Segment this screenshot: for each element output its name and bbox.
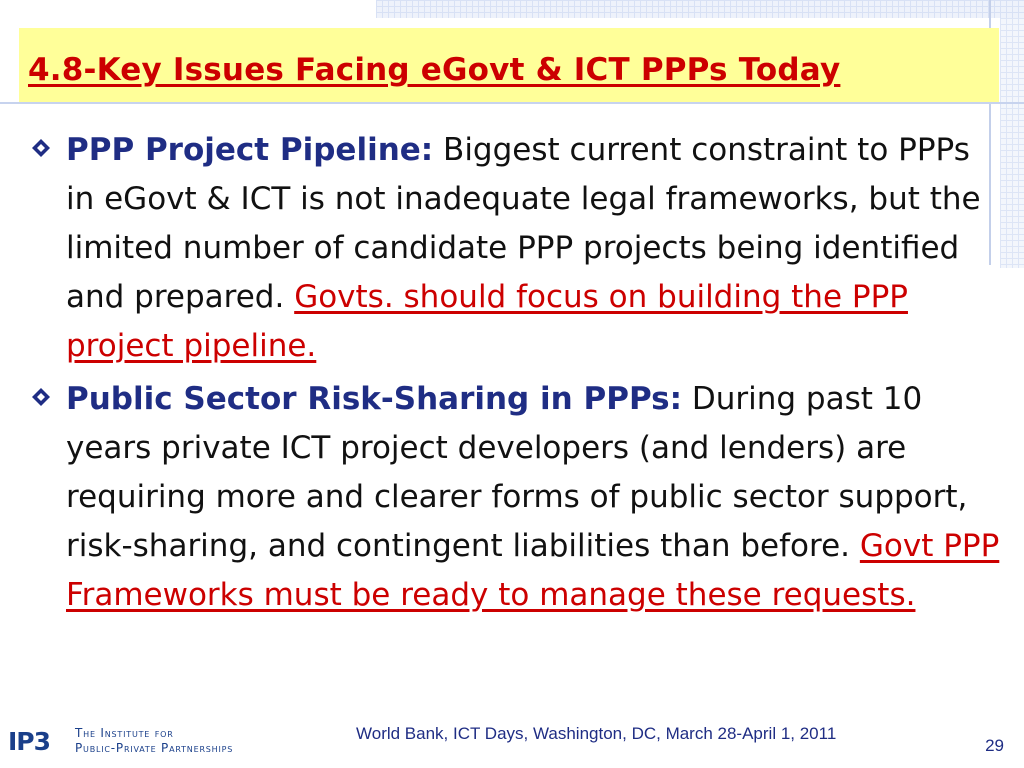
decorative-horizontal-line (0, 102, 1024, 104)
slide-title: 4.8-Key Issues Facing eGovt & ICT PPPs Today (28, 52, 841, 88)
logo-mark: IP3 (8, 727, 51, 756)
bullet-item-pipeline (26, 126, 1001, 371)
logo-line-1: The Institute for (75, 726, 174, 740)
bullet-body: During past 10 years private ICT project developers (and lenders) are requiring more and clearer forms of public sector support, risk-sharing, and contingent liabilities than before. (66, 381, 968, 564)
bullet-lead: Public Sector Risk-Sharing in PPPs: (66, 381, 682, 417)
bullet-item-risk-sharing (26, 375, 1001, 620)
bullet-emphasis: Govts. should focus on building the PPP project pipeline. (66, 279, 908, 364)
bullet-lead: PPP Project Pipeline: (66, 132, 434, 168)
bullet-emphasis: Govt PPP Frameworks must be ready to manage these requests. (66, 528, 1000, 613)
ip3-logo (8, 726, 318, 756)
footer-event-text: World Bank, ICT Days, Washington, DC, March 28-April 1, 2011 (356, 724, 837, 743)
diamond-bullet-icon (32, 139, 50, 157)
slide-number: 29 (985, 736, 1004, 755)
bullet-list (26, 126, 1001, 620)
decorative-grid-band (376, 0, 1024, 18)
diamond-bullet-icon (32, 388, 50, 406)
logo-line-2: Public-Private Partnerships (75, 741, 234, 755)
bullet-body: Biggest current constraint to PPPs in eGovt & ICT is not inadequate legal frameworks, but the limited number of candidate PPP projects being identified and prepared. (66, 132, 981, 315)
decorative-grid-side (1000, 18, 1024, 268)
